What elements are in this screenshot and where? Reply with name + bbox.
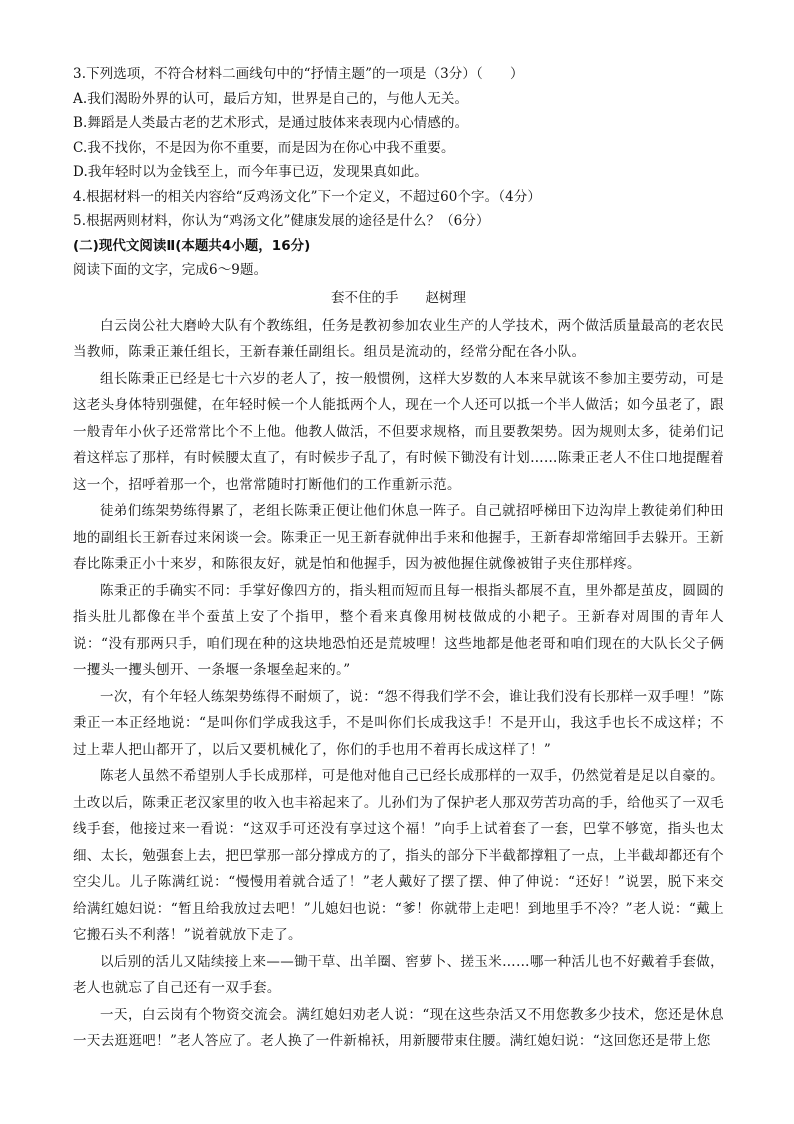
- passage-paragraph: 一天，白云岗有个物资交流会。满红媳妇劝老人说：“现在这些杂活又不用您教多少技术，您还是休息一天去逛逛吧！”老人答应了。老人换了一件新棉袄，用新腰带束住腰。满红媳妇说：“这回您还是带上您: [73, 1006, 724, 1049]
- passage-paragraph: 组长陈秉正已经是七十六岁的老人了，按一般惯例，这样大岁数的人本来早就该不参加主要劳动，可是这老头身体特别强健，在年轻时候一个人能抵两个人，现在一个人还可以抵一个半人做活；如今虽老了，跟一般青年小伙子还常常比个不上他。他教人做活，不但要求规格，而且要教架势。因为规则太多，徒弟们记着这样忘了那样，有时候腰太直了，有时候步子乱了，有时候下锄没有计划……陈秉正老人不住口地提醒着这一个，招呼着那一个，也常常随时打断他们的工作重新示范。: [73, 370, 724, 493]
- passage-body: [73, 313, 724, 1055]
- passage-paragraph: 白云岗公社大磨岭大队有个教练组，任务是教初参加农业生产的人学技术，两个做活质量最高的老农民当教师，陈秉正兼任组长，王新春兼任副组长。组员是流动的，经常分配在各小队。: [73, 317, 724, 360]
- option-d: D.我年轻时以为金钱至上，而今年事已迈，发现果真如此。: [73, 164, 428, 180]
- passage-paragraph: 一次，有个年轻人练架势练得不耐烦了，说：“怨不得我们学不会，谁让我们没有长那样一双手哩！”陈秉正一本正经地说：“是叫你们学成我这手，不是叫你们长成我这手！不是开山，我这手也长不成这样；不过上辈人把山都开了，以后又要机械化了，你们的手也用不着再长成这样了！”: [73, 688, 724, 758]
- question-3: 3.下列选项，不符合材料二画线句中的“抒情主题”的一项是（3分）（ ）: [73, 66, 524, 82]
- section-instruction: 阅读下面的文字，完成6～9题。: [73, 262, 268, 278]
- question-4: 4.根据材料一的相关内容给“反鸡汤文化”下一个定义，不超过60个字。（4分）: [73, 188, 541, 205]
- question-5: 5.根据两则材料，你认为“鸡汤文化”健康发展的途径是什么？（6分）: [73, 213, 490, 229]
- option-b: B.舞蹈是人类最古老的艺术形式，是通过肢体来表现内心情感的。: [73, 115, 469, 131]
- passage-title: 套不住的手 赵树理: [331, 289, 466, 306]
- option-a: A.我们渴盼外界的认可，最后方知，世界是自己的，与他人无关。: [73, 90, 469, 107]
- passage-paragraph: 陈老人虽然不希望别人手长成那样，可是他对他自己已经长成那样的一双手，仍然觉着是足以自豪的。土改以后，陈秉正老汉家里的收入也丰裕起来了。儿孙们为了保护老人那双劳苦功高的手，给他买了一双毛线手套，他接过来一看说：“这双手可还没有享过这个福！”向手上试着套了一套，巴掌不够宽，指头也太细、太长，勉强套上去，把巴掌那一部分撑成方的了，指头的部分下半截都撑粗了一点，上半截却都还有个空尖儿。儿子陈满红说：“慢慢用着就合适了！”老人戴好了摆了摆、伸了伸说：“还好！”说罢，脱下来交给满红媳妇说：“暂且给我放过去吧！”儿媳妇也说：“爹！你就带上走吧！到地里手不冷？”老人说：“戴上它搬石头不利落！”说着就放下走了。: [73, 768, 724, 943]
- passage-paragraph: 陈秉正的手确实不同：手掌好像四方的，指头粗而短而且每一根指头都展不直，里外都是茧皮，圆圆的指头肚儿都像在半个蚕茧上安了个指甲，整个看来真像用树枝做成的小耙子。王新春对周围的青年人说：“没有那两只手，咱们现在种的这块地恐怕还是荒坡哩！这些地都是他老哥和咱们现在的大队长父子俩一攫头一攫头刨开、一条堰一条堰垒起来的。”: [73, 582, 724, 678]
- passage-paragraph: 徒弟们练架势练得累了，老组长陈秉正便让他们休息一阵子。自己就招呼梯田下边沟岸上教徒弟们种田地的副组长王新春过来闲谈一会。陈秉正一见王新春就伸出手来和他握手，王新春却常缩回手去躲开。王新春比陈秉正小十来岁，和陈很友好，就是怕和他握手，因为被他握住就像被钳子夹住那样疼。: [73, 503, 724, 572]
- passage-paragraph: 以后别的活儿又陆续接上来——锄干草、出羊圈、窖萝卜、搓玉米……哪一种活儿也不好戴着手套做，老人也就忘了自己还有一双手套。: [73, 953, 724, 996]
- section-heading: (二)现代文阅读Ⅱ(本题共4小题，16分): [73, 237, 311, 254]
- option-c: C.我不找你，不是因为你不重要，而是因为在你心中我不重要。: [73, 139, 455, 156]
- question-list: [73, 62, 724, 234]
